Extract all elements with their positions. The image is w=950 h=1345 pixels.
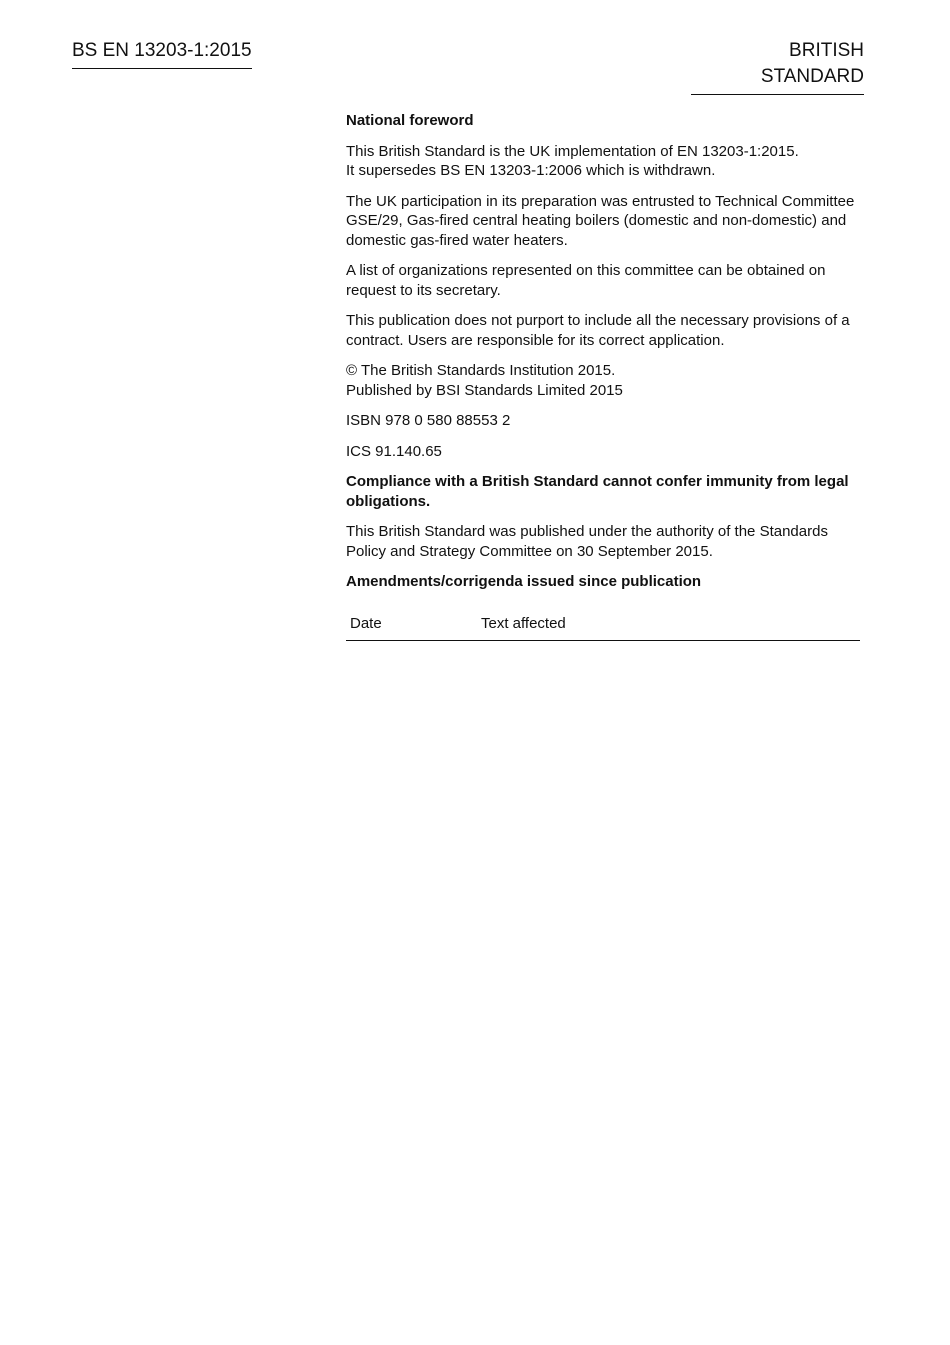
document-type: BRITISH STANDARD [691, 38, 864, 95]
amendments-title: Amendments/corrigenda issued since publication [346, 573, 702, 590]
compliance-statement: Compliance with a British Standard cannot confer immunity from legal obligations. [346, 473, 849, 510]
implementation-line: This British Standard is the UK implementation of EN 13203-1:2015. [346, 142, 799, 160]
column-header-text-affected: Text affected [477, 614, 860, 641]
amendments-table [346, 614, 860, 642]
copyright-paragraph [346, 361, 860, 400]
publisher-line: Published by BSI Standards Limited 2015 [346, 381, 623, 399]
organizations-paragraph: A list of organizations represented on this committee can be obtained on request to its secretary. [346, 262, 826, 299]
copyright-line: © The British Standards Institution 2015. [346, 362, 616, 379]
document-number: BS EN 13203-1:2015 [72, 38, 252, 69]
publication-authority-paragraph: This British Standard was published under the authority of the Standards Policy and Strategy Committee on 30 September 2015. [346, 523, 828, 560]
participation-paragraph: The UK participation in its preparation was entrusted to Technical Committee GSE/29, Gas-fired central heating boilers (domestic and non-domestic) and domestic gas-fired water heaters. [346, 192, 855, 249]
ics: ICS 91.140.65 [346, 442, 442, 460]
amendments-table-header-row [346, 614, 860, 641]
supersedes-line: It supersedes BS EN 13203-1:2006 which is withdrawn. [346, 162, 716, 179]
national-foreword-section [346, 111, 860, 641]
isbn: ISBN 978 0 580 88553 2 [346, 412, 511, 429]
implementation-paragraph [346, 142, 860, 181]
column-header-date: Date [346, 614, 477, 641]
foreword-title: National foreword [346, 112, 474, 129]
contract-notice-paragraph: This publication does not purport to include all the necessary provisions of a contract. Users are responsible for its correct application. [346, 312, 850, 349]
